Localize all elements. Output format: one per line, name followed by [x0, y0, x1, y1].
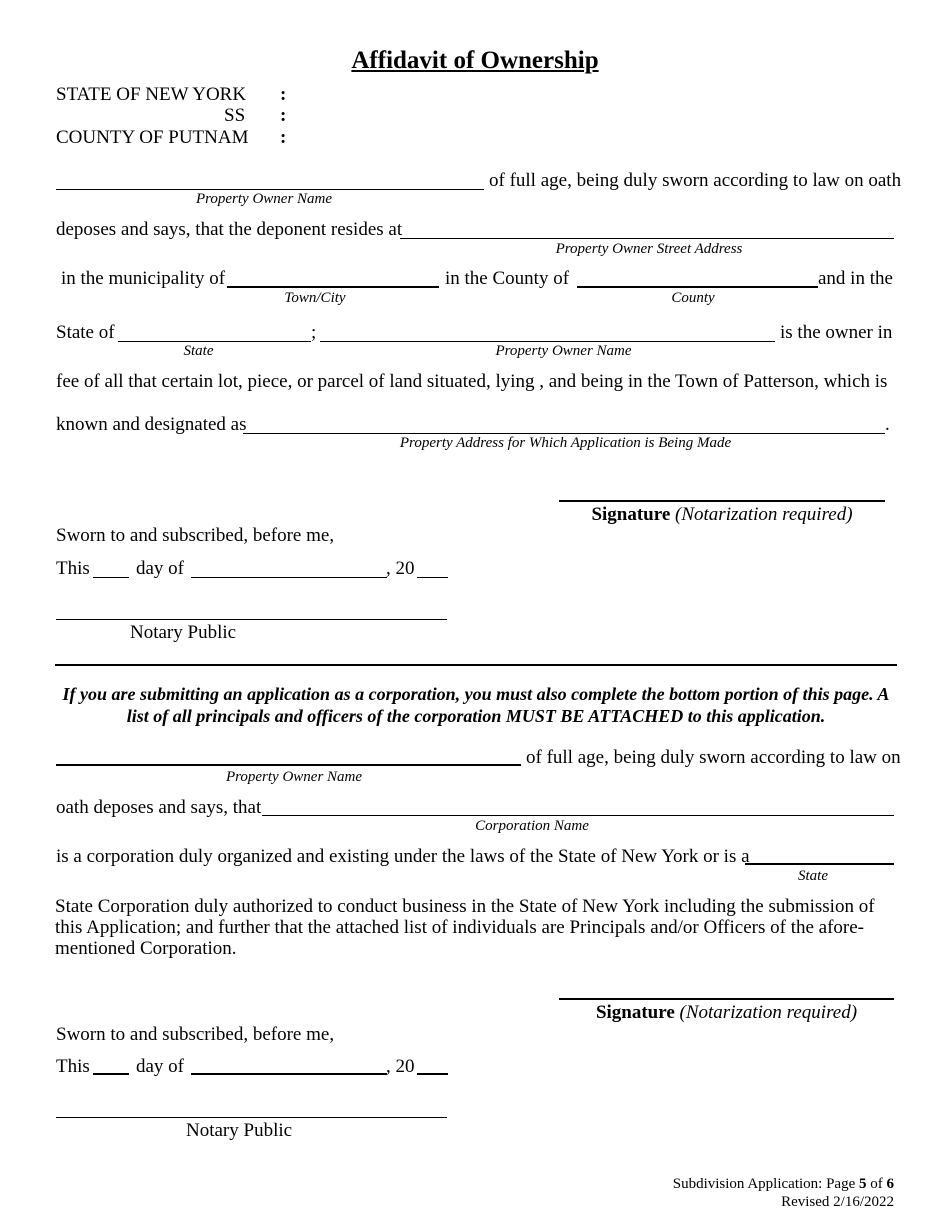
owner-name-field[interactable] [56, 189, 484, 190]
year-prefix-2: , 20 [386, 1056, 415, 1077]
corporation-notice: If you are submitting an application as a corporation, you must also complete the bottom portion of this page. A list of all principals and officers of the corporation MUST BE ATTACHED to this application. [62, 684, 890, 726]
signature-note-2: (Notarization required) [679, 1002, 858, 1023]
period: . [885, 414, 890, 435]
county-caption: County [671, 290, 715, 306]
and-in-the-text: and in the [818, 268, 893, 289]
corporation-name-caption: Corporation Name [475, 818, 589, 834]
county-field[interactable] [577, 286, 818, 288]
property-address-caption: Property Address for Which Application is Being Made [399, 435, 732, 451]
property-address-field[interactable] [243, 433, 885, 434]
town-city-caption: Town/City [284, 290, 346, 306]
venue-county: COUNTY OF PUTNAM [56, 127, 249, 148]
footer-of: of [870, 1176, 883, 1192]
known-text: known and designated as [56, 414, 247, 435]
oath-text: oath deposes and says, that [56, 797, 262, 818]
signature-label-2 [559, 1002, 894, 1024]
deposes-text: deposes and says, that the deponent resides at [56, 219, 403, 240]
sworn-before-1: Sworn to and subscribed, before me, [56, 525, 335, 546]
year-field-2[interactable] [417, 1073, 448, 1075]
year-field-1[interactable] [417, 577, 448, 578]
owner-in-text: is the owner in [780, 322, 893, 343]
signature-bold-1: Signature [591, 504, 671, 525]
corp-state-field[interactable] [745, 863, 894, 865]
day-of-label-2: day of [136, 1056, 185, 1077]
venue-state: STATE OF NEW YORK [56, 84, 247, 105]
venue-colon-3: : [280, 127, 287, 148]
semicolon: ; [311, 322, 317, 343]
notary-label-1: Notary Public [130, 622, 237, 643]
section-divider [55, 664, 897, 666]
municipality-text: in the municipality of [61, 268, 226, 289]
venue-colon-1: : [280, 84, 287, 105]
page-title: Affidavit of Ownership [351, 47, 599, 74]
this-label-2: This [56, 1056, 90, 1077]
signature-line-2[interactable] [559, 998, 894, 1000]
day-of-label-1: day of [136, 558, 185, 579]
footer-page [673, 1176, 894, 1193]
sworn-before-2: Sworn to and subscribed, before me, [56, 1024, 335, 1045]
street-address-field[interactable] [400, 238, 894, 239]
corp-state-caption: State [798, 868, 828, 884]
venue-colon-2: : [280, 105, 287, 126]
fee-text: fee of all that certain lot, piece, or parcel of land situated, lying , and being in the Town of Patterson, which is [56, 371, 888, 392]
day-field-1[interactable] [93, 577, 129, 578]
year-prefix-1: , 20 [386, 558, 415, 579]
owner-name-caption: Property Owner Name [195, 191, 333, 207]
notary-line-1[interactable] [56, 619, 447, 620]
signature-note-1: (Notarization required) [675, 504, 853, 525]
month-field-2[interactable] [191, 1073, 387, 1075]
notary-label-2: Notary Public [186, 1120, 293, 1141]
signature-label-1 [559, 504, 885, 526]
state-of-text: State of [56, 322, 115, 343]
footer-page-total: 6 [886, 1176, 894, 1192]
footer-page-number: 5 [859, 1176, 867, 1192]
corporation-name-field[interactable] [262, 815, 894, 816]
street-address-caption: Property Owner Street Address [555, 241, 743, 257]
month-field-1[interactable] [191, 577, 387, 578]
this-label-1: This [56, 558, 90, 579]
corp-owner-name-field[interactable] [56, 764, 521, 766]
sworn-text: of full age, being duly sworn according to law on oath [489, 170, 902, 191]
day-field-2[interactable] [93, 1073, 129, 1075]
footer-page-prefix: Subdivision Application: Page [672, 1176, 856, 1192]
signature-line-1[interactable] [559, 500, 885, 502]
state-corp-paragraph: State Corporation duly authorized to conduct business in the State of New York including the submission of this Application; and further that the attached list of individuals are Principals and/or Officers of the afore-mentioned Corporation. [55, 896, 875, 959]
state-caption: State [183, 343, 214, 359]
corp-organized-text: is a corporation duly organized and existing under the laws of the State of New York or is a [56, 846, 750, 867]
venue-ss: SS [224, 105, 246, 126]
signature-bold-2: Signature [595, 1002, 675, 1023]
county-text: in the County of [445, 268, 570, 289]
corp-owner-name-caption: Property Owner Name [225, 769, 363, 785]
owner-name-field-2[interactable] [320, 341, 775, 342]
footer-revised: Revised 2/16/2022 [781, 1194, 894, 1210]
corp-sworn-text: of full age, being duly sworn according to law on [526, 747, 901, 768]
town-city-field[interactable] [227, 286, 439, 288]
notary-line-2[interactable] [56, 1117, 447, 1118]
owner-name-caption-2: Property Owner Name [495, 343, 632, 359]
state-field[interactable] [118, 341, 311, 342]
